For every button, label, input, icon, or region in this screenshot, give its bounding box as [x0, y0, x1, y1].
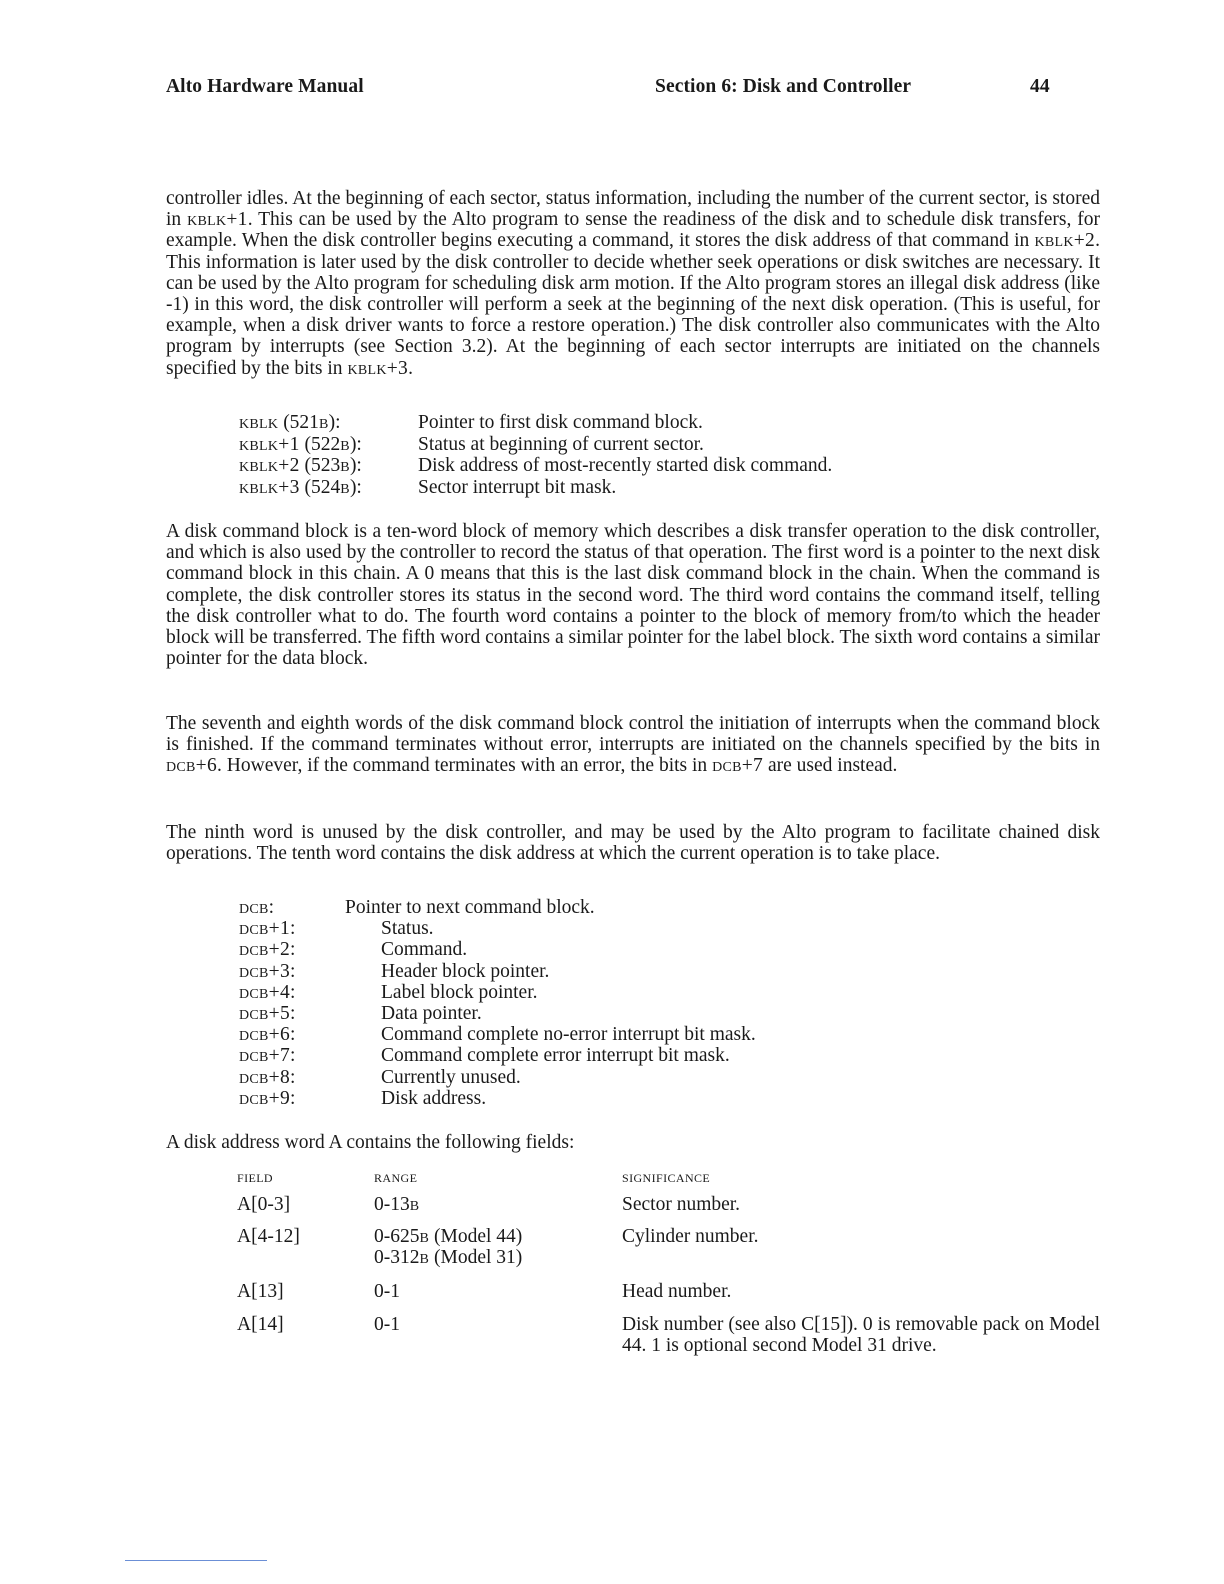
dcb-name: dcb+8:: [239, 1067, 296, 1088]
dcb-desc: Command.: [381, 939, 468, 960]
field-range: 0-13b: [374, 1194, 420, 1215]
dcb-name: dcb+7:: [239, 1045, 296, 1066]
paragraph-controller-status: controller idles. At the beginning of each sector, status information, including the number of the current sector, is stored in kblk+1. This can be used by the Alto program to sense the readiness of the disk and to schedule disk transfers, for example. When the disk controller begins executing a command, it stores the disk address of that command in kblk+2. This information is later used by the disk controller to decide whether seek operations or disk switches are necessary. It can be used by the Alto program for scheduling disk arm motion. If the Alto program stores an illegal disk address (like -1) in this word, the disk controller will perform a seek at the beginning of the next disk operation. (This is useful, for example, when a disk driver wants to force a restore operation.) The disk controller also communicates with the Alto program by interrupts (see Section 3.2). At the beginning of each sector interrupts are initiated on the channels specified by the bits in kblk+3.: [166, 188, 1100, 379]
field-name: A[4-12]: [237, 1226, 300, 1247]
kblk-name: kblk+3 (524b):: [239, 477, 362, 498]
footnote-divider: [125, 1560, 267, 1561]
field-name: A[0-3]: [237, 1194, 291, 1215]
kblk-name: kblk (521b):: [239, 412, 341, 433]
dcb-desc: Label block pointer.: [381, 982, 538, 1003]
field-range: 0-1: [374, 1281, 400, 1302]
column-header-range: range: [374, 1167, 418, 1186]
kblk-desc: Pointer to first disk command block.: [418, 412, 703, 433]
dcb-desc: Status.: [381, 918, 434, 939]
dcb-desc: Pointer to next command block.: [345, 897, 595, 918]
dcb-desc: Command complete error interrupt bit mask.: [381, 1045, 730, 1066]
dcb-desc: Disk address.: [381, 1088, 487, 1109]
field-significance: Sector number.: [622, 1194, 741, 1215]
dcb-name: dcb+4:: [239, 982, 296, 1003]
paragraph-interrupts: The seventh and eighth words of the disk command block control the initiation of interrupts when the command block is finished. If the command terminates without error, interrupts are initiated on the channels specified by the bits in dcb+6. However, if the command terminates with an error, the bits in dcb+7 are used instead.: [166, 713, 1100, 777]
field-significance: Head number.: [622, 1281, 732, 1302]
dcb-name: dcb+5:: [239, 1003, 296, 1024]
dcb-desc: Command complete no-error interrupt bit mask.: [381, 1024, 756, 1045]
dcb-name: dcb+9:: [239, 1088, 296, 1109]
field-significance: Disk number (see also C[15]). 0 is removable pack on Model 44. 1 is optional second Model 31 drive.: [622, 1314, 1100, 1357]
kblk-desc: Status at beginning of current sector.: [418, 434, 704, 455]
field-significance: Cylinder number.: [622, 1226, 759, 1247]
field-range: 0-625b (Model 44): [374, 1226, 523, 1247]
paragraph-command-block: A disk command block is a ten-word block of memory which describes a disk transfer operation to the disk controller, and which is also used by the controller to record the status of that operation. The first word is a pointer to the next disk command block in this chain. A 0 means that this is the last disk command block in the chain. When the command is complete, the disk controller stores its status in the second word. The third word contains the command itself, telling the disk controller what to do. The fourth word contains a pointer to the block of memory from/to which the header block will be transferred. The fifth word contains a similar pointer for the label block. The sixth word contains a similar pointer for the data block.: [166, 521, 1100, 670]
dcb-name: dcb+1:: [239, 918, 296, 939]
fields-intro: A disk address word A contains the following fields:: [166, 1132, 575, 1153]
running-header-section: Section 6: Disk and Controller: [655, 76, 912, 97]
dcb-name: dcb+6:: [239, 1024, 296, 1045]
field-range-alt: 0-312b (Model 31): [374, 1247, 523, 1268]
dcb-desc: Header block pointer.: [381, 961, 550, 982]
column-header-significance: significance: [622, 1167, 711, 1186]
field-range: 0-1: [374, 1314, 400, 1335]
kblk-desc: Sector interrupt bit mask.: [418, 477, 617, 498]
kblk-name: kblk+1 (522b):: [239, 434, 362, 455]
dcb-name: dcb+2:: [239, 939, 296, 960]
running-header-title: Alto Hardware Manual: [166, 76, 364, 97]
page-number: 44: [1030, 76, 1050, 97]
field-name: A[14]: [237, 1314, 284, 1335]
dcb-desc: Data pointer.: [381, 1003, 482, 1024]
kblk-desc: Disk address of most-recently started disk command.: [418, 455, 833, 476]
paragraph-ninth-tenth-word: The ninth word is unused by the disk controller, and may be used by the Alto program to facilitate chained disk operations. The tenth word contains the disk address at which the current operation is to take place.: [166, 822, 1100, 865]
field-name: A[13]: [237, 1281, 284, 1302]
dcb-desc: Currently unused.: [381, 1067, 521, 1088]
dcb-name: dcb+3:: [239, 961, 296, 982]
kblk-name: kblk+2 (523b):: [239, 455, 362, 476]
column-header-field: field: [237, 1167, 273, 1186]
dcb-name: dcb:: [239, 897, 275, 918]
